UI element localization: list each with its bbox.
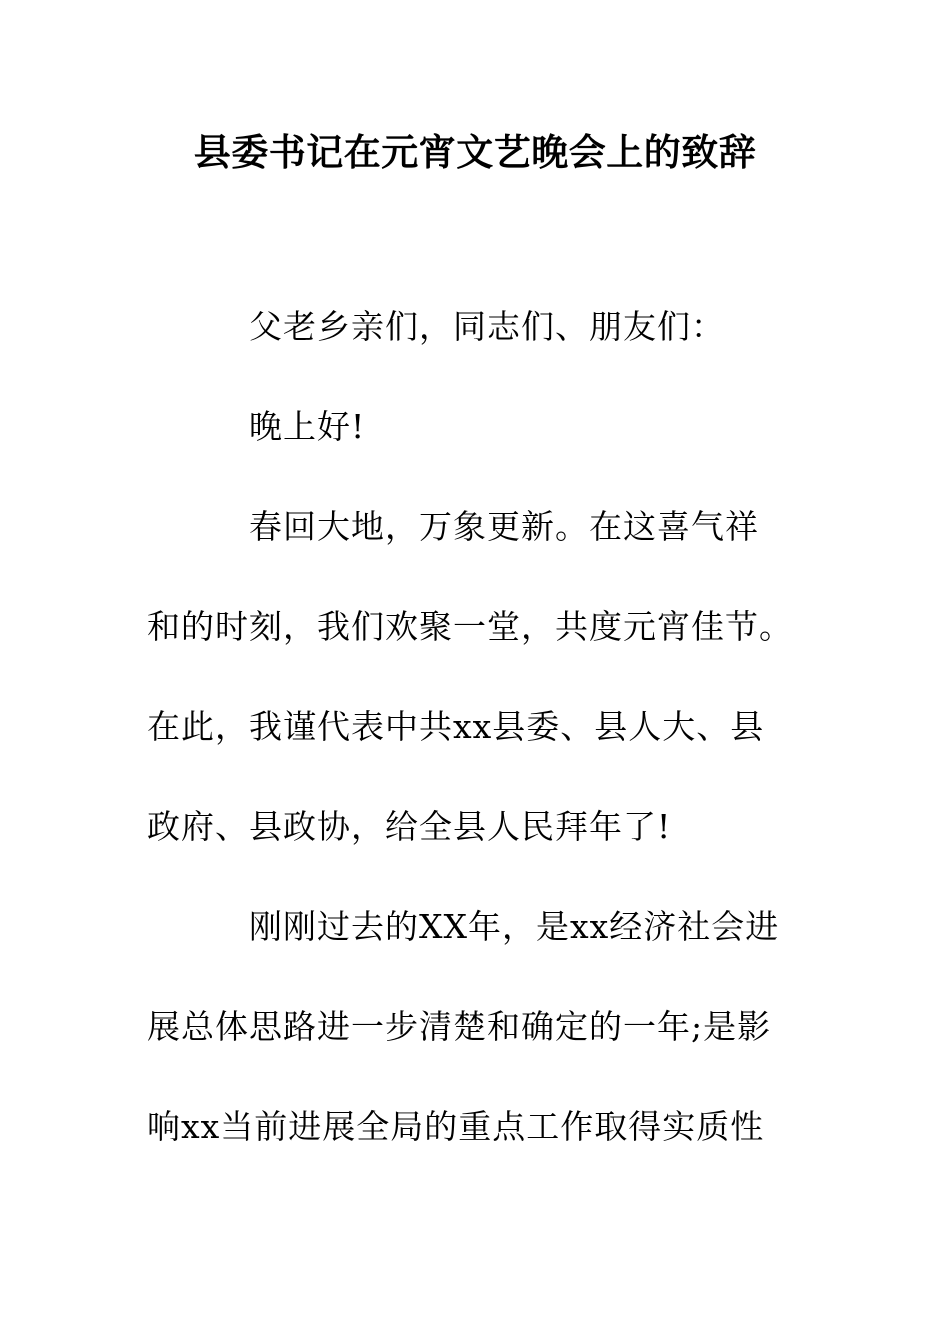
document-title: 县委书记在元宵文艺晚会上的致辞 xyxy=(193,131,757,174)
paragraph-line: 刚刚过去的XX年，是xx经济社会进 xyxy=(249,907,780,946)
paragraph-line: 响xx当前进展全局的重点工作取得实质性 xyxy=(147,1107,765,1146)
paragraph-line: 和的时刻，我们欢聚一堂，共度元宵佳节。 xyxy=(147,607,793,646)
greeting-line: 晚上好! xyxy=(249,407,366,446)
paragraph-line: 春回大地，万象更新。在这喜气祥 xyxy=(249,507,759,546)
paragraph-line: 政府、县政协，给全县人民拜年了! xyxy=(147,807,672,846)
paragraph-line: 在此，我谨代表中共xx县委、县人大、县 xyxy=(147,707,765,746)
salutation-line: 父老乡亲们，同志们、朋友们： xyxy=(249,307,725,346)
paragraph-line: 展总体思路进一步清楚和确定的一年;是影 xyxy=(147,1007,772,1046)
